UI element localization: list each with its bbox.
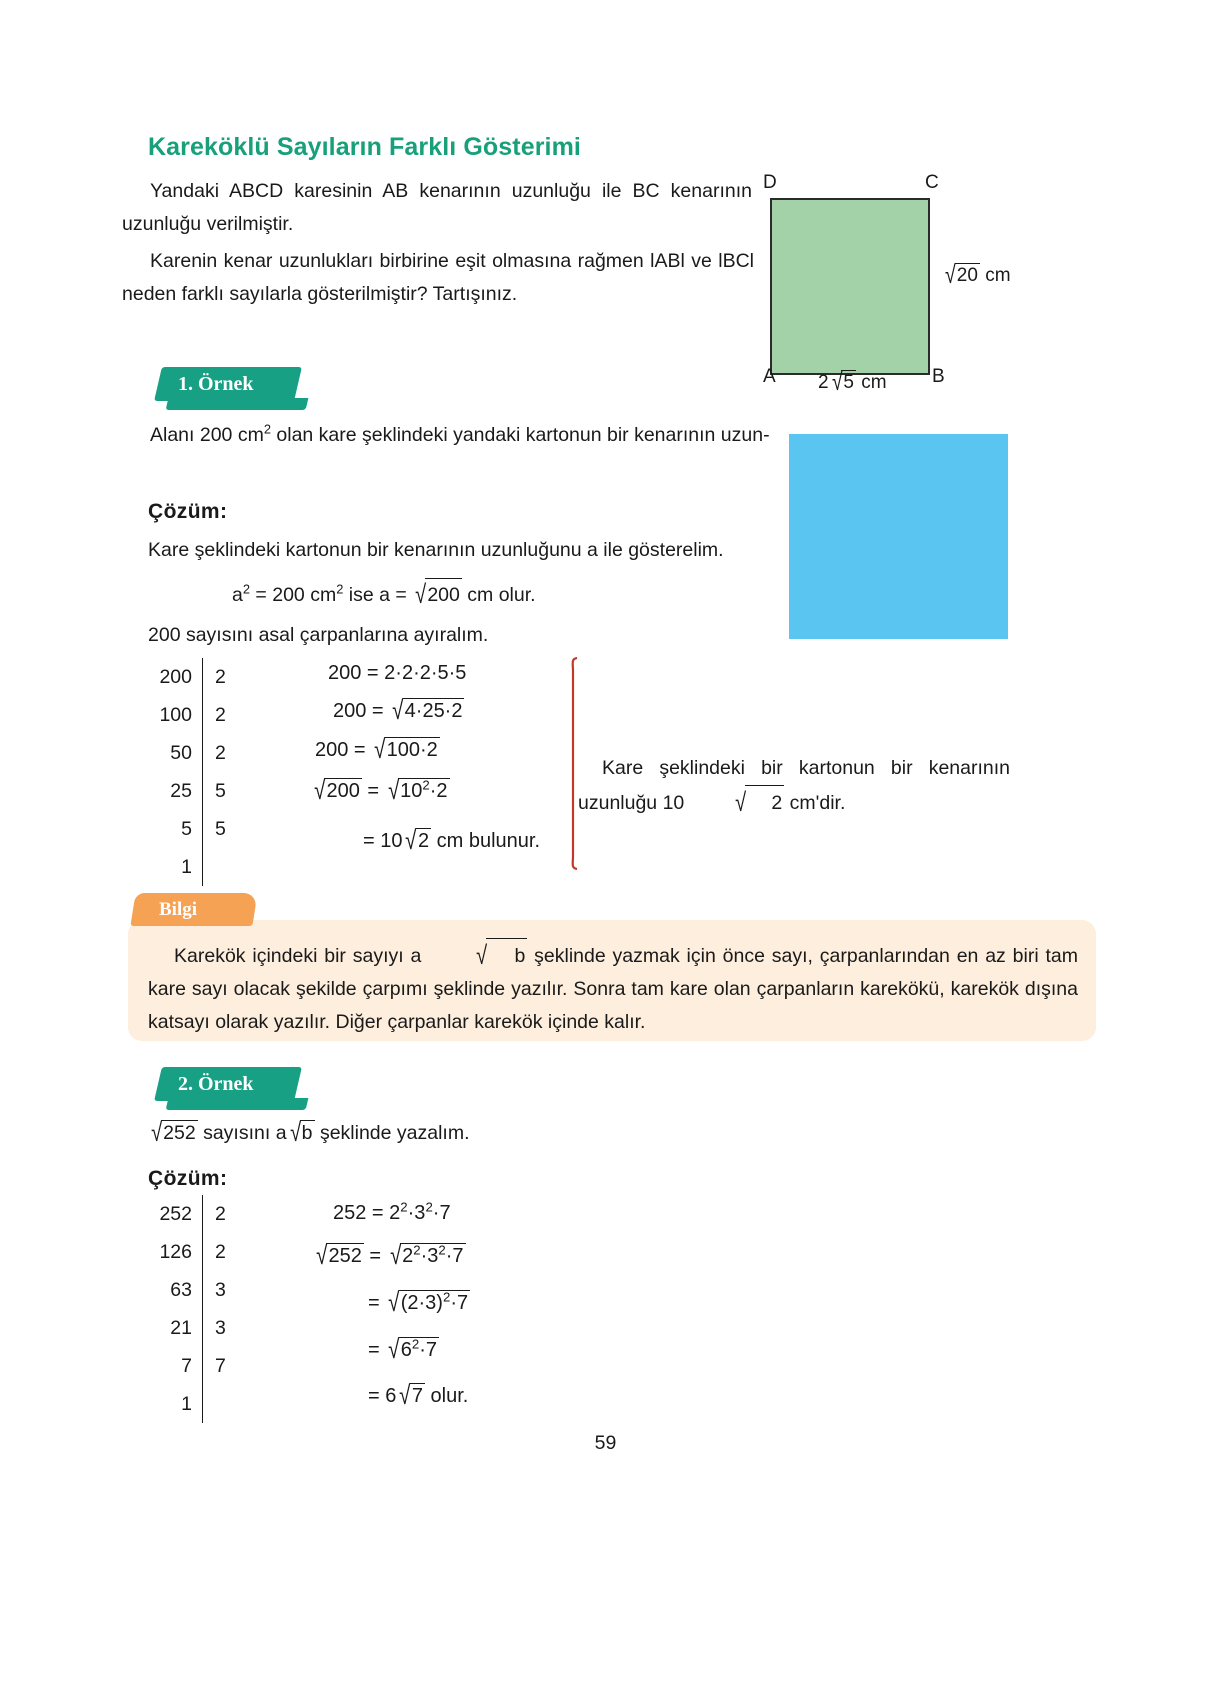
eq1-rhs: 2·2·2·5·5 xyxy=(384,662,467,684)
area-eq-suffix: cm olur. xyxy=(461,584,536,606)
example-1-statement xyxy=(122,419,770,452)
radical-7: √7 xyxy=(399,1379,423,1410)
blue-carton-figure xyxy=(789,434,1008,639)
table-row xyxy=(140,734,242,772)
factor-value: 5 xyxy=(181,817,192,840)
factor-divisor: 3 xyxy=(202,1271,242,1309)
factor-value: 7 xyxy=(181,1354,192,1377)
e2-eq2-a: 2 xyxy=(402,1245,414,1267)
table-row xyxy=(140,658,242,696)
example-1-area-equation xyxy=(232,578,536,610)
ab-coefficient: 2 xyxy=(818,372,829,393)
example-2-badge-tail xyxy=(166,1098,309,1110)
factor-divisor xyxy=(202,848,242,886)
e2-eq5-lhs: = 6 xyxy=(368,1385,397,1407)
e2-eq2-b-exp: 2 xyxy=(438,1242,446,1258)
radical-20: √20 xyxy=(945,260,978,289)
example-1-conclusion xyxy=(578,752,1010,820)
factor-divisor: 2 xyxy=(202,1195,242,1233)
factor-value: 1 xyxy=(181,855,192,878)
factor-divisor xyxy=(202,1385,242,1423)
factor-value: 63 xyxy=(170,1278,192,1301)
e2-eq2-mid: ·3 xyxy=(420,1245,439,1267)
example-1-eq-4 xyxy=(311,774,450,805)
ab-unit: cm xyxy=(861,372,887,393)
factor-table-200 xyxy=(140,658,242,886)
table-row xyxy=(140,848,242,886)
radical-200-lhs: √200 xyxy=(314,774,360,805)
e2-eq1-exp1: 2 xyxy=(400,1199,408,1215)
factor-divisor: 2 xyxy=(202,658,242,696)
radical-252-lhs: √252 xyxy=(316,1239,362,1270)
table-row xyxy=(140,1271,242,1309)
eq1-lhs: 200 = xyxy=(328,662,385,684)
factor-value: 25 xyxy=(170,779,192,802)
area-eq-mid: = 200 cm xyxy=(250,584,337,606)
table-row xyxy=(140,810,242,848)
e2-eq1-rest: ·7 xyxy=(432,1202,451,1224)
e2-eq2-a-exp: 2 xyxy=(413,1242,421,1258)
table-row xyxy=(140,1195,242,1233)
example-2-eq-1 xyxy=(333,1199,451,1225)
factor-value: 126 xyxy=(159,1240,192,1263)
bilgi-text-part2: şeklinde yazmak için önce sayı, çarpanlarından en az biri tam kare sayı olacak şekilde çarpımı şeklinde yazılır. Sonra tam kare olan çarpanların karekökü, karekök dışına katsayı olarak yazılır. Diğer çarpanlar karekök içinde kalır. xyxy=(148,945,1078,1033)
conclusion-suffix: cm'dir. xyxy=(784,792,846,814)
table-row xyxy=(140,1233,242,1271)
example-1-line-1: Kare şeklindeki kartonun bir kenarının uzunluğunu a ile gösterelim. xyxy=(148,539,724,561)
example-1-statement-rest: olan kare şeklindeki yandaki kartonun bir kenarının uzun- xyxy=(270,424,770,446)
e2-eq4-rest: ·7 xyxy=(419,1339,437,1361)
factor-value: 200 xyxy=(159,665,192,688)
page-title: Kareköklü Sayıların Farklı Gösterimi xyxy=(148,133,581,161)
radical-2-conclusion: √ 2 xyxy=(684,785,784,820)
radical-5: √5 xyxy=(831,367,854,396)
radical-10sq-2: $√10^2\cdot 2$ xyxy=(387,774,448,805)
eq3-lhs: 200 = xyxy=(315,739,372,761)
example-2-statement-suffix: şeklinde yazalım. xyxy=(314,1122,470,1144)
example-1-badge xyxy=(154,367,302,401)
bilgi-text xyxy=(148,938,1078,1039)
area-eq-ise: ise a = xyxy=(343,584,413,606)
area-eq-cm-exp: 2 xyxy=(336,581,344,597)
example-2-eq-3 xyxy=(368,1286,470,1317)
e2-eq3-open: (2·3) xyxy=(400,1292,443,1314)
intro-paragraph-1: Yandaki ABCD karesinin AB kenarının uzunluğu ile BC kenarının uzunluğu verilmiştir. xyxy=(122,180,752,235)
e2-eq4-exp: 2 xyxy=(411,1336,420,1352)
radical-6sq-7: $√6^2\cdot 7$ xyxy=(388,1333,437,1364)
example-2-eq-4 xyxy=(368,1333,439,1364)
eq4-equals: = xyxy=(361,780,385,802)
table-row xyxy=(140,696,242,734)
vertex-label-a: A xyxy=(763,366,776,387)
example-2-badge-label: 2. Örnek xyxy=(178,1073,254,1095)
e2-eq1-lhs: 252 = 2 xyxy=(333,1202,401,1224)
example-1-eq-5 xyxy=(363,824,541,855)
example-1-badge-tail xyxy=(166,398,309,410)
eq4-exp: 2 xyxy=(422,777,430,793)
bilgi-text-part1: Karekök içindeki bir sayıyı a xyxy=(174,945,422,967)
table-row xyxy=(140,1309,242,1347)
side-length-bc-label xyxy=(942,260,1011,289)
e2-eq3-equals: = xyxy=(368,1292,386,1314)
factor-value: 50 xyxy=(170,741,192,764)
example-1-eq-3 xyxy=(315,733,440,764)
e2-eq5-suffix: olur. xyxy=(424,1385,469,1407)
example-2-eq-5 xyxy=(368,1379,469,1410)
radical-252-statement: √252 xyxy=(151,1118,196,1147)
example-1-line-2: 200 sayısını asal çarpanlarına ayıralım. xyxy=(148,624,489,646)
intro-paragraph-2: Karenin kenar uzunlukları birbirine eşit olmasına rağmen lABl ve lBCl neden farklı sayılarla gösterilmiştir? Tartışınız. xyxy=(122,250,754,305)
example-1-solution-label: Çözüm: xyxy=(148,500,228,523)
eq5-suffix: cm bulunur. xyxy=(431,830,541,852)
example-2-statement-mid: sayısını a xyxy=(197,1122,287,1144)
e2-eq4-base: 6 xyxy=(400,1339,412,1361)
example-1-statement-exponent: 2 xyxy=(263,421,271,437)
conclusion-text: Kare şeklindeki bir kartonun bir kenarının uzunluğu 10 xyxy=(578,757,1010,814)
factor-value: 21 xyxy=(170,1316,192,1339)
area-eq-a-exp: 2 xyxy=(242,581,251,597)
eq4-rest: ·2 xyxy=(429,780,448,802)
factor-divisor: 5 xyxy=(202,772,242,810)
radical-b-statement: √b xyxy=(289,1118,313,1147)
e2-eq1-exp2: 2 xyxy=(425,1199,433,1215)
example-1-eq-2 xyxy=(333,694,464,725)
example-2-statement xyxy=(148,1120,470,1145)
factor-divisor: 2 xyxy=(202,734,242,772)
eq2-lhs: 200 = xyxy=(333,700,390,722)
factor-divisor: 3 xyxy=(202,1309,242,1347)
factor-divisor: 2 xyxy=(202,1233,242,1271)
example-1-eq-1 xyxy=(328,662,466,685)
radical-b: √ b xyxy=(421,938,527,973)
table-row xyxy=(140,772,242,810)
eq5-lhs: = 10 xyxy=(363,830,403,852)
area-eq-a: a xyxy=(232,584,243,606)
page-number: 59 xyxy=(594,1432,617,1454)
bilgi-tab-label: Bilgi xyxy=(159,899,198,920)
radical-2: √2 xyxy=(405,824,430,855)
e2-eq4-equals: = xyxy=(368,1339,386,1361)
radical-4-25-2: √4·25·2 xyxy=(392,694,463,725)
e2-eq1-mid: ·3 xyxy=(407,1202,426,1224)
factor-value: 252 xyxy=(159,1202,192,1225)
bc-unit: cm xyxy=(985,265,1011,286)
abcd-square-figure xyxy=(770,198,930,375)
e2-eq2-equals: = xyxy=(363,1245,387,1267)
radical-100-2: √100·2 xyxy=(374,733,438,764)
factor-value: 100 xyxy=(159,703,192,726)
e2-eq3-rest: ·7 xyxy=(450,1292,469,1314)
factor-value: 1 xyxy=(181,1392,192,1415)
vertex-label-c: C xyxy=(925,172,939,193)
side-length-ab-label xyxy=(818,367,887,396)
factor-divisor: 7 xyxy=(202,1347,242,1385)
example-2-eq-2 xyxy=(313,1239,466,1270)
vertex-label-d: D xyxy=(763,172,777,193)
factor-divisor: 5 xyxy=(202,810,242,848)
bilgi-tab xyxy=(130,893,257,926)
example-1-badge-label: 1. Örnek xyxy=(178,373,254,395)
example-2-badge xyxy=(154,1067,302,1101)
table-row xyxy=(140,1347,242,1385)
e2-eq3-exp: 2 xyxy=(442,1289,451,1305)
factor-table-252 xyxy=(140,1195,242,1423)
table-row xyxy=(140,1385,242,1423)
example-1-statement-prefix: Alanı 200 cm xyxy=(150,424,264,446)
radical-2sq-3sq-7: $√2^2\cdot 3^2\cdot 7$ xyxy=(389,1239,464,1270)
factor-divisor: 2 xyxy=(202,696,242,734)
eq4-base: 10 xyxy=(400,780,423,802)
radical-2x3-sq-7: $√(2\cdot 3)^2\cdot 7$ xyxy=(388,1286,469,1317)
vertex-label-b: B xyxy=(932,366,945,387)
example-2-solution-label: Çözüm: xyxy=(148,1167,228,1190)
radical-200: √200 xyxy=(412,578,462,610)
e2-eq2-rest: ·7 xyxy=(445,1245,464,1267)
